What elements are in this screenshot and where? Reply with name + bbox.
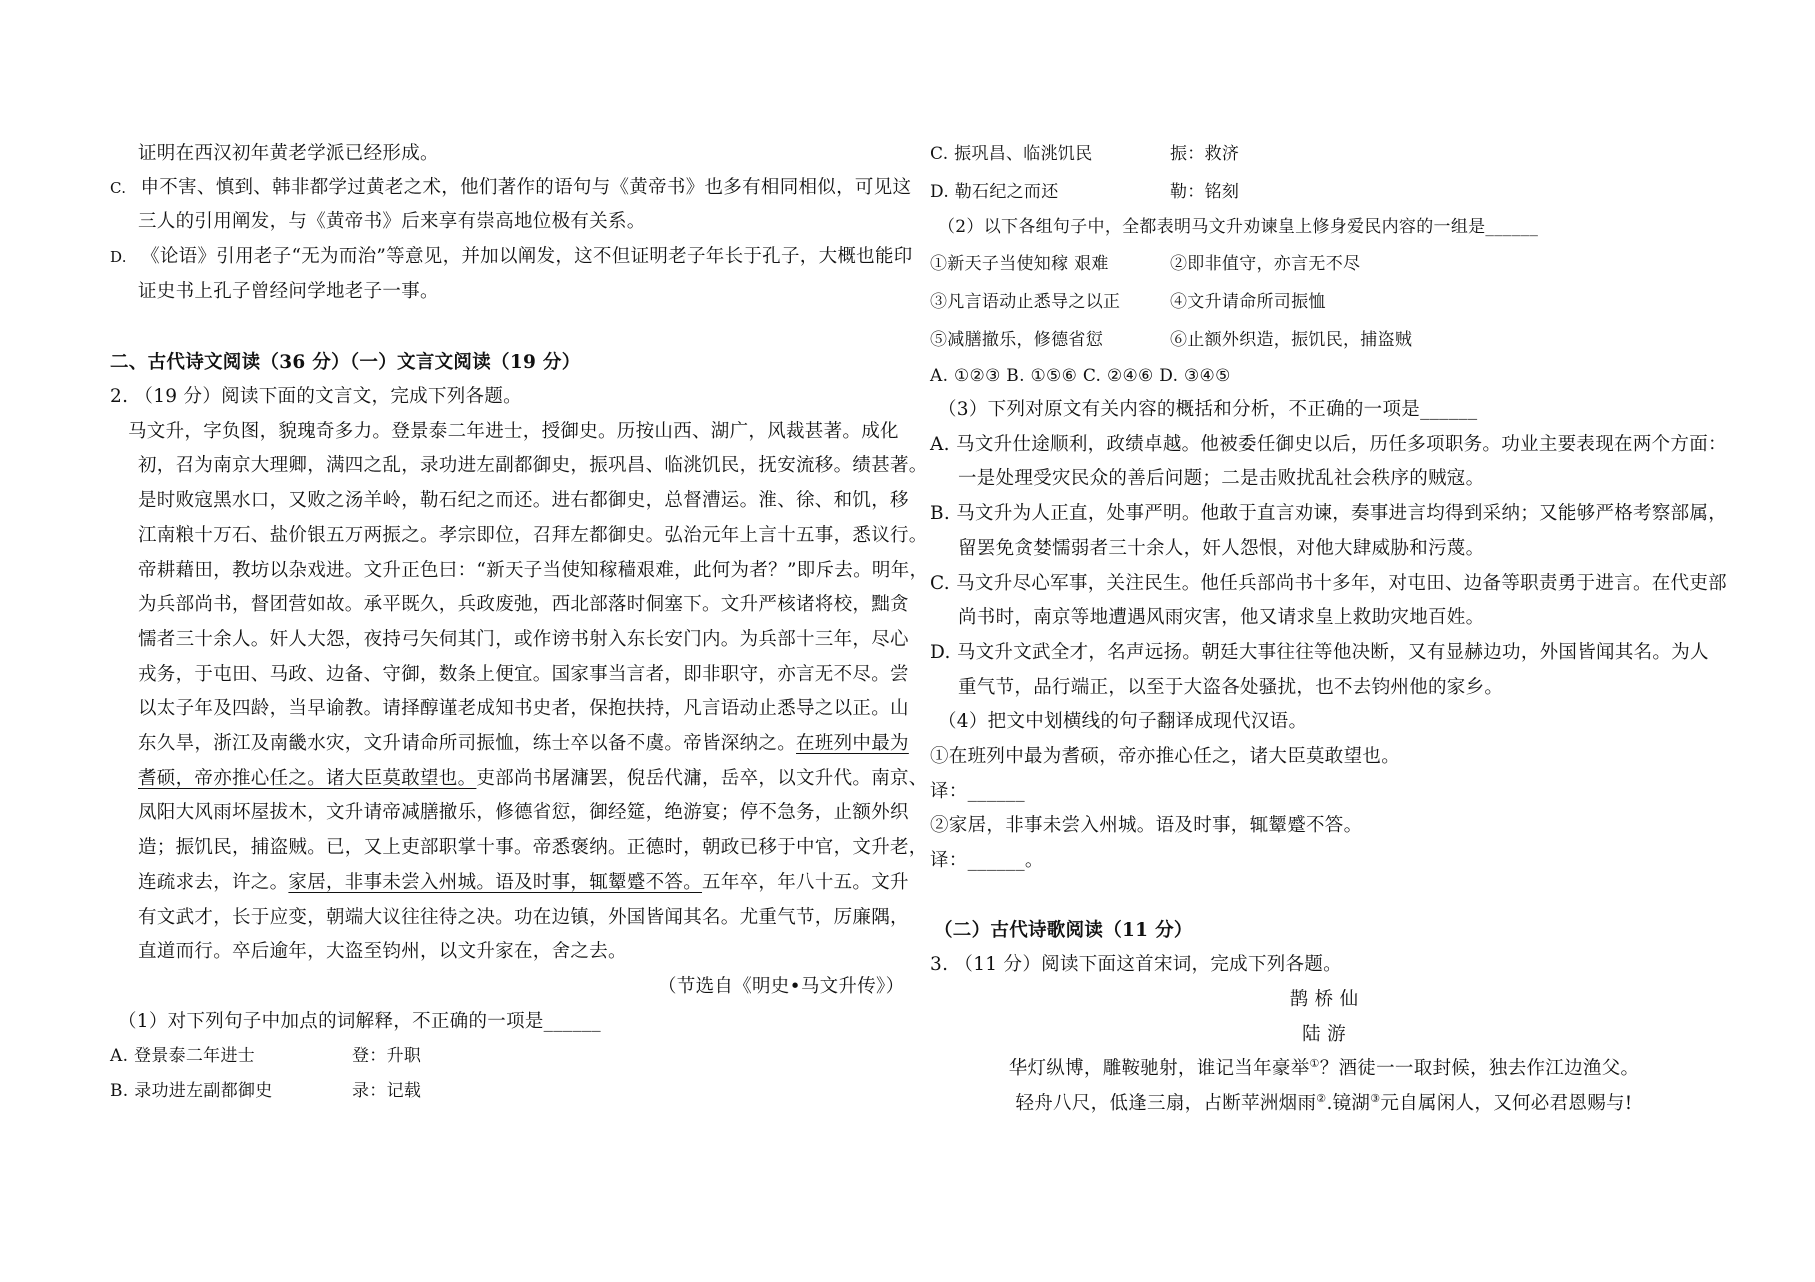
passage-line-12: 凤阳大风雨坏屋拔木，文升请帝减膳撤乐，修德省愆，御经筵，绝游宴；停不急务，止额外织 — [138, 802, 909, 823]
poem-title: 鹊 桥 仙 — [1289, 989, 1359, 1010]
q1-option-d-label: D. — [110, 248, 127, 266]
passage-line-15: 有文武才，长于应变，朝端大议往往待之决。功在边镇，外国皆闻其名。尤重气节，厉廉隅， — [138, 907, 909, 928]
sub2-item-2: ②即非值守，亦言无不尽 — [1170, 254, 1361, 274]
sub1-option-d-explanation: 勒：铭刻 — [1170, 182, 1240, 202]
q3-intro: 3. （11 分）阅读下面这首宋词，完成下列各题。 — [930, 954, 1342, 975]
q1-option-d-line1 — [110, 245, 913, 269]
q1-option-c-label: C. — [110, 179, 127, 197]
sub2-item-5: ⑤减膳撤乐，修德省愆 — [930, 330, 1103, 350]
q1-option-c-line1 — [110, 176, 911, 200]
passage-line-7: 懦者三十余人。奸人大怨，夜持弓矢伺其门，或作谤书射入东长安门内。为兵部十三年，尽心 — [138, 629, 909, 650]
sub1-option-c-explanation: 振：救济 — [1170, 144, 1240, 164]
sub4-sentence-1: ①在班列中最为耆硕，帝亦推心任之，诸大臣莫敢望也。 — [930, 746, 1401, 767]
passage-line-14 — [110, 871, 909, 895]
passage-line-8: 戎务，于屯田、马政、边备、守御，数条上便宜。国家事当言者，即非职守，亦言无不尽。尝 — [138, 664, 909, 685]
sub3-option-a-line2: 一是处理受灾民众的善后问题；二是击败扰乱社会秩序的贼寇。 — [958, 468, 1485, 489]
sub4-translation-2: 译：______。 — [930, 850, 1044, 871]
sub1-option-d: D. 勒石纪之而还 — [930, 182, 1059, 202]
q1-option-d-text: 《论语》引用老子“无为而治”等意见，并加以阐发，这不但证明老子年长于孔子，大概也能印 — [141, 246, 913, 267]
sub3-option-d-line2: 重气节，品行端正，以至于大盗各处骚扰，也不去钧州他的家乡。 — [958, 677, 1504, 698]
passage-line-10 — [110, 732, 909, 756]
poem-line-2 — [924, 1092, 1724, 1116]
sub-question-1: （1）对下列句子中加点的词解释，不正确的一项是______ — [118, 1011, 601, 1032]
sub3-option-c-line2: 尚书时，南京等地遭遇风雨灾害，他又请求皇上救助灾地百姓。 — [958, 607, 1485, 628]
passage-text: 连疏求去，许之。 — [138, 872, 289, 893]
q1-option-d-line2: 证史书上孔子曾经问学地老子一事。 — [138, 281, 439, 302]
passage-text: 东久旱，浙江及南畿水灾，文升请命所司振恤，练士卒以备不虞。帝皆深纳之。 — [138, 733, 797, 754]
poem-text: .镜湖 — [1326, 1093, 1371, 1114]
poem-line-1 — [924, 1057, 1724, 1081]
poem-text: 元自属闲人，又何必君恩赐与! — [1380, 1093, 1633, 1114]
passage-line-13: 造；振饥民，捕盗贼。已，又上吏部职掌十事。帝悉褒纳。正德时，朝政已移于中官，文升老， — [138, 837, 928, 858]
passage-line-2: 初，召为南京大理卿，满四之乱，录功进左副都御史，振巩昌、临洮饥民，抚安流移。绩甚著。 — [138, 455, 928, 476]
footnote-marker: ② — [1316, 1091, 1327, 1105]
sub3-option-c-line1: C. 马文升尽心军事，关注民生。他任兵部尚书十多年，对屯田、边备等职责勇于进言。在代吏部 — [930, 573, 1727, 594]
passage-source: （节选自《明史•马文升传》） — [658, 976, 905, 997]
sub1-option-a-explanation: 登：升职 — [352, 1046, 422, 1066]
q1-option-c-line2: 三人的引用阐发，与《黄帝书》后来享有崇高地位极有关系。 — [138, 211, 646, 232]
passage-line-6: 为兵部尚书，督团营如故。承平既久，兵政废弛，西北部落时侗塞下。文升严核诸将校，黜贪 — [138, 594, 909, 615]
sub2-item-1: ①新天子当使知稼 艰难 — [930, 254, 1109, 274]
passage-line-9: 以太子年及四龄，当早谕教。请择醇谨老成知书史者，保抱扶持，凡言语动止悉导之以正。山 — [138, 698, 909, 719]
sub2-item-4: ④文升请命所司振恤 — [1170, 292, 1326, 312]
sub3-option-b-line1: B. 马文升为人正直，处事严明。他敢于直言劝谏，奏事进言均得到采纳；又能够严格考察部属， — [930, 503, 1728, 524]
passage-line-5: 帝耕藉田，教坊以杂戏进。文升正色曰：“新天子当使知稼穑艰难，此何为者？”即斥去。明年， — [138, 560, 929, 581]
passage-text: 吏部尚书屠滽罢，倪岳代滽，岳卒，以文升代。南京、 — [476, 768, 928, 789]
sub-question-4: （4）把文中划横线的句子翻译成现代汉语。 — [938, 711, 1308, 732]
passage-line-11 — [110, 767, 928, 791]
passage-line-4: 江南粮十万石、盐价银五万两振之。孝宗即位，召拜左都御史。弘治元年上言十五事，悉议行。 — [138, 525, 928, 546]
poetry-heading: （二）古代诗歌阅读（11 分） — [934, 920, 1193, 941]
sub1-option-a: A. 登景泰二年进士 — [110, 1046, 256, 1066]
sub3-option-b-line2: 留罢免贪婪懦弱者三十余人，奸人怨恨，对他大肆威胁和污蔑。 — [958, 538, 1485, 559]
poem-text: 轻舟八尺，低逢三扇，占断苹洲烟雨 — [1015, 1093, 1317, 1114]
underlined-sentence-1a: 在班列中最为 — [796, 733, 909, 754]
underlined-sentence-1b: 耆硕，帝亦推心任之。诸大臣莫敢望也。 — [138, 768, 477, 789]
passage-line-1: 马文升，字负图，貌瑰奇多力。登景泰二年进士，授御史。历按山西、湖广，风裁甚著。成化 — [128, 421, 899, 442]
sub1-option-c: C. 振巩昌、临洮饥民 — [930, 144, 1093, 164]
q1-option-b-continuation: 证明在西汉初年黄老学派已经形成。 — [138, 143, 439, 164]
sub2-item-3: ③凡言语动止悉导之以正 — [930, 292, 1121, 312]
passage-line-3: 是时败寇黑水口，又败之汤羊岭，勒石纪之而还。进右都御史，总督漕运。淮、徐、和饥，移 — [138, 490, 909, 511]
poem-author: 陆 游 — [1302, 1024, 1346, 1045]
sub3-option-d-line1: D. 马文升文武全才，名声远扬。朝廷大事往往等他决断，又有显赫边功，外国皆闻其名。为人 — [930, 642, 1709, 663]
poem-text: ？酒徒一一取封候，独去作江边渔父。 — [1319, 1058, 1640, 1079]
sub2-options: A. ①②③ B. ①⑤⑥ C. ②④⑥ D. ③④⑤ — [930, 366, 1231, 386]
underlined-sentence-2: 家居，非事未尝入州城。语及时事，辄颦蹙不答。 — [288, 872, 703, 893]
sub4-sentence-2: ②家居，非事未尝入州城。语及时事，辄颦蹙不答。 — [930, 815, 1363, 836]
sub3-option-a-line1: A. 马文升仕途顺利，政绩卓越。他被委任御史以后，历任多项职务。功业主要表现在两个方面： — [930, 434, 1727, 455]
sub1-option-b-explanation: 录：记载 — [352, 1081, 422, 1101]
footnote-marker: ③ — [1370, 1091, 1381, 1105]
poem-text: 华灯纵博，雕鞍驰射，谁记当年豪举 — [1008, 1058, 1310, 1079]
footnote-marker: ① — [1309, 1056, 1320, 1070]
q2-intro: 2. （19 分）阅读下面的文言文，完成下列各题。 — [110, 386, 522, 407]
section2-heading: 二、古代诗文阅读（36 分）（一）文言文阅读（19 分） — [110, 352, 581, 373]
sub-question-2: （2）以下各组句子中，全都表明马文升劝谏皇上修身爱民内容的一组是______ — [938, 217, 1539, 237]
sub4-translation-1: 译：______ — [930, 781, 1025, 802]
sub-question-3: （3）下列对原文有关内容的概括和分析，不正确的一项是______ — [938, 399, 1478, 420]
sub1-option-b: B. 录功进左副都御史 — [110, 1081, 273, 1101]
sub2-item-6: ⑥止额外织造，振饥民，捕盗贼 — [1170, 330, 1413, 350]
passage-text: 五年卒，年八十五。文升 — [702, 872, 909, 893]
passage-line-16: 直道而行。卒后逾年，大盗至钧州，以文升家在，舍之去。 — [138, 941, 627, 962]
q1-option-c-text: 申不害、慎到、韩非都学过黄老之术，他们著作的语句与《黄帝书》也多有相同相似，可见这 — [140, 177, 912, 198]
